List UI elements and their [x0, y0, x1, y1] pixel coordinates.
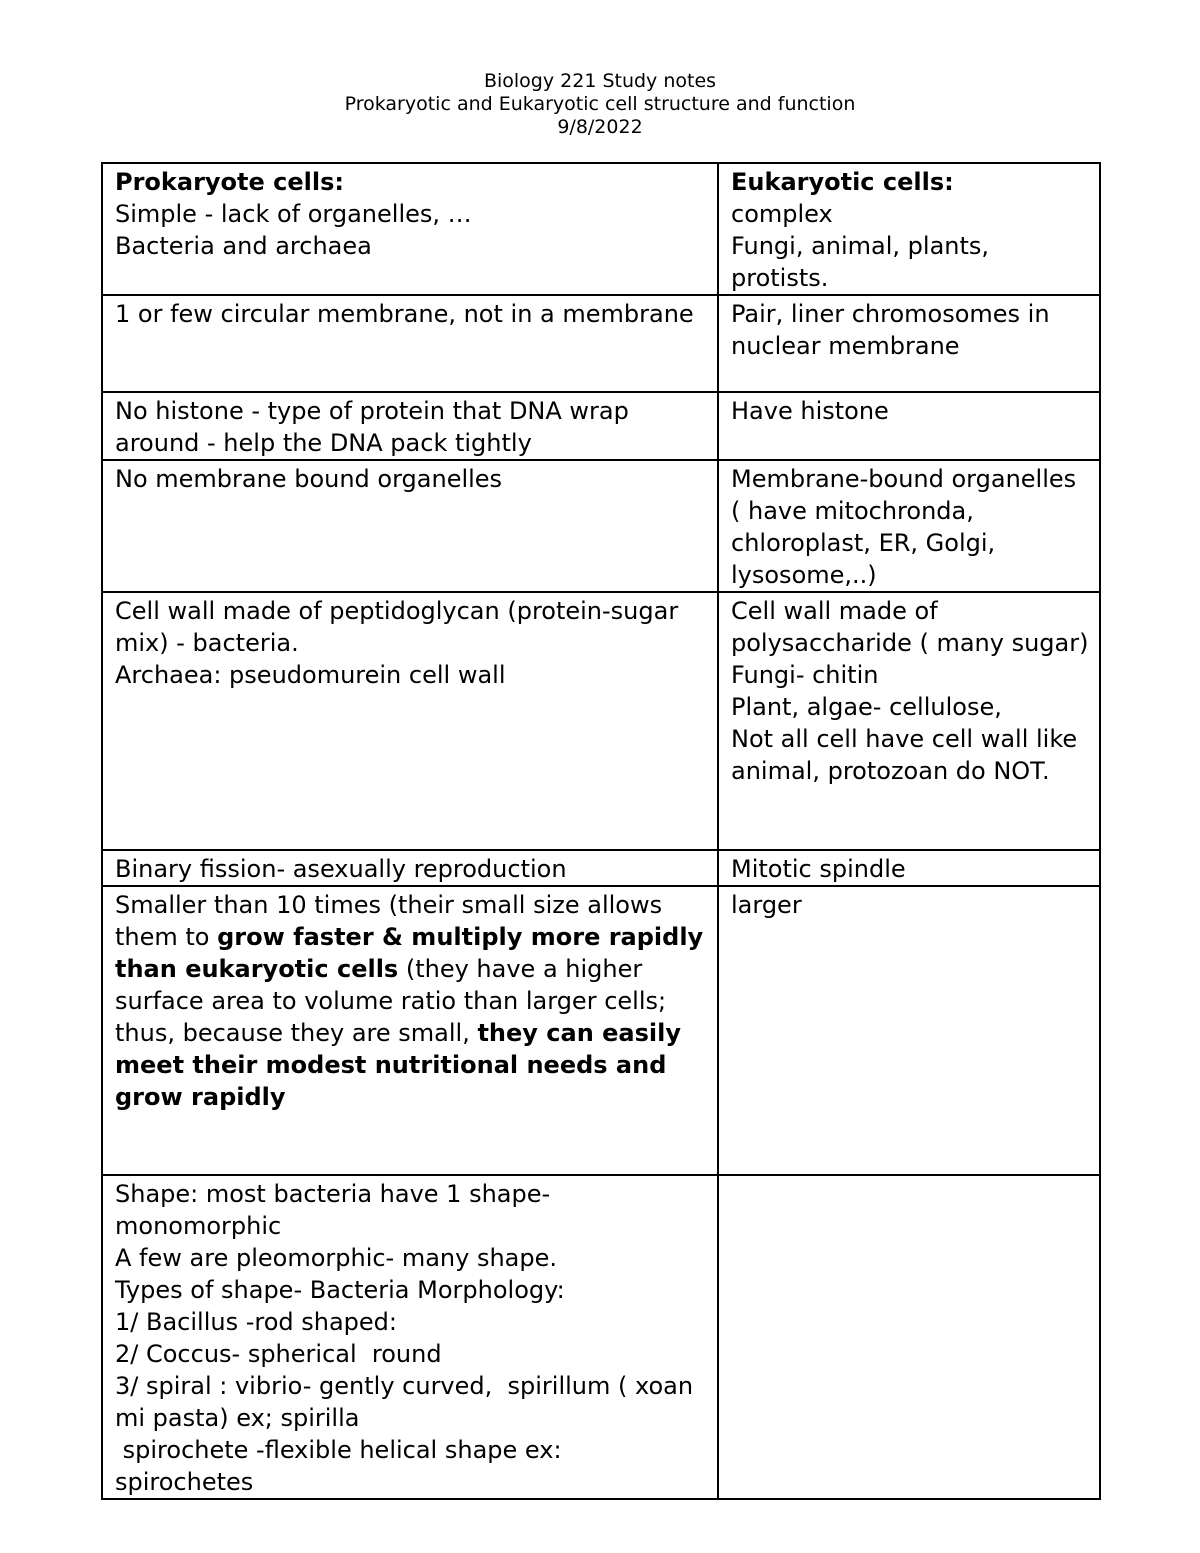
cell-text: Not all cell have cell wall like animal, protozoan do NOT.: [731, 725, 1085, 785]
cell-text: Mitotic spindle: [731, 855, 906, 883]
cell-text: Membrane-bound organelles ( have mitochronda, chloroplast, ER, Golgi, lysosome,..): [731, 465, 1084, 589]
cell-text: Cell wall made of peptidoglycan (protein-sugar mix) - bacteria.: [115, 597, 686, 657]
date: 9/8/2022: [557, 116, 643, 138]
cell-text: Archaea: pseudomurein cell wall: [115, 661, 506, 689]
cell-text: 1 or few circular membrane, not in a membrane: [115, 300, 694, 328]
document-header: [0, 70, 1200, 139]
cell-text: 2/ Coccus- spherical round: [115, 1340, 442, 1368]
table-row: [102, 850, 1100, 886]
cell-text: Shape: most bacteria have 1 shape- monomorphic: [115, 1180, 558, 1240]
prokaryote-cell: [102, 460, 718, 592]
cell-text: Simple - lack of organelles, …: [115, 200, 472, 228]
cell-text: Types of shape- Bacteria Morphology:: [115, 1276, 565, 1304]
eukaryote-cell: [718, 850, 1100, 886]
prokaryote-cell: [102, 1175, 718, 1499]
eukaryote-cell: [718, 392, 1100, 460]
prokaryote-cell: [102, 295, 718, 392]
prokaryote-cell: [102, 163, 718, 295]
cell-text: Cell wall made of polysaccharide ( many sugar): [731, 597, 1089, 657]
cell-text: No histone - type of protein that DNA wrap around - help the DNA pack tightly: [115, 397, 637, 457]
table-row: [102, 592, 1100, 850]
table-row: [102, 1175, 1100, 1499]
table-row: [102, 460, 1100, 592]
cell-text: A few are pleomorphic- many shape.: [115, 1244, 558, 1272]
cell-text: Pair, liner chromosomes in nuclear membrane: [731, 300, 1058, 360]
emphasis-text: they can easily meet their modest nutritional needs and grow rapidly: [115, 1019, 682, 1111]
cell-text: No membrane bound organelles: [115, 465, 503, 493]
cell-text: Smaller than 10 times (their small size allows them to: [115, 891, 663, 951]
cell-text: spirochete -flexible helical shape ex: spirochetes: [115, 1436, 570, 1496]
table-row: [102, 392, 1100, 460]
cell-text: Fungi- chitin: [731, 661, 879, 689]
prokaryote-heading: Prokaryote cells:: [115, 168, 344, 196]
cell-text: 3/ spiral : vibrio- gently curved, spirillum ( xoan mi pasta) ex; spirilla: [115, 1372, 701, 1432]
cell-text: 1/ Bacillus -rod shaped:: [115, 1308, 397, 1336]
cell-text: Binary fission- asexually reproduction: [115, 855, 567, 883]
eukaryote-cell: [718, 592, 1100, 850]
cell-text: Bacteria and archaea: [115, 232, 372, 260]
table-row: [102, 163, 1100, 295]
table-row: [102, 295, 1100, 392]
prokaryote-cell: [102, 850, 718, 886]
course-title: Biology 221 Study notes: [483, 70, 717, 92]
eukaryote-cell: [718, 1175, 1100, 1499]
topic-title: Prokaryotic and Eukaryotic cell structure and function: [344, 93, 856, 115]
eukaryote-heading: Eukaryotic cells:: [731, 168, 954, 196]
prokaryote-cell: [102, 592, 718, 850]
cell-text: (they have a higher surface area to volume ratio than larger cells; thus, because they are small,: [115, 955, 667, 1047]
cell-text: larger: [731, 891, 802, 919]
cell-text: Fungi, animal, plants, protists.: [731, 232, 997, 292]
comparison-table: [101, 162, 1101, 1500]
eukaryote-cell: [718, 295, 1100, 392]
cell-text: complex: [731, 200, 833, 228]
cell-text: Plant, algae- cellulose,: [731, 693, 1002, 721]
prokaryote-cell: [102, 392, 718, 460]
prokaryote-cell: [102, 886, 718, 1175]
eukaryote-cell: [718, 460, 1100, 592]
table-row: [102, 886, 1100, 1175]
eukaryote-cell: [718, 886, 1100, 1175]
emphasis-text: grow faster & multiply more rapidly than eukaryotic cells: [115, 923, 704, 983]
eukaryote-cell: [718, 163, 1100, 295]
cell-text: Have histone: [731, 397, 889, 425]
